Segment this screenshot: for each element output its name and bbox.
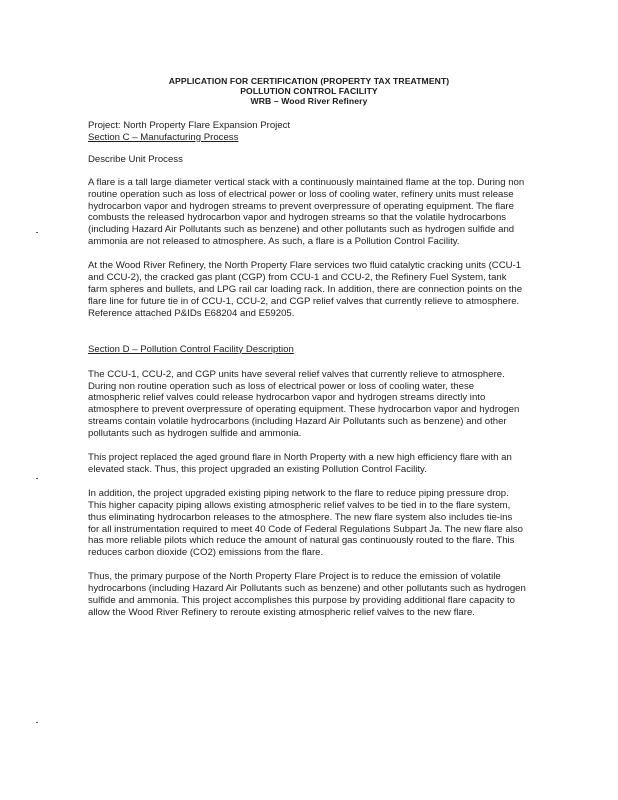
header-refinery: WRB – Wood River Refinery <box>250 96 368 106</box>
section-c-subheading: Describe Unit Process <box>88 153 183 165</box>
section-c-heading: Section C – Manufacturing Process <box>88 131 239 143</box>
section-d-paragraph: Thus, the primary purpose of the North Property Flare Project is to reduce the emission of volatile hydrocarbons (including Hazard Air Pollutants such as benzene) and other pollutants such as hydrogen sulfide and ammonia. This project accomplishes this purpose by providing additional flare capacity to allow the Wood River Refinery to reroute existing atmospheric relief valves to the new flare. <box>88 571 526 618</box>
section-c-paragraph: A flare is a tall large diameter vertical stack with a continuously maintained flame at the top. During non routine operation such as loss of electrical power or loss of cooling water, refinery units must release hydrocarbon vapor and hydrogen streams to prevent overpressure of operating equipment. The flare combusts the released hydrocarbon vapor and hydrogen streams so that the volatile hydrocarbons (including Hazard Air Pollutants such as benzene) and other pollutants such as hydrogen sulfide and ammonia are not released to atmosphere. As such, a flare is a Pollution Control Facility. <box>88 176 525 248</box>
scan-speck <box>36 722 38 723</box>
section-d-paragraph: This project replaced the aged ground flare in North Property with a new high efficiency flare with an elevated stack. Thus, this project upgraded an existing Pollution Control Facility. <box>88 452 512 475</box>
header-title: APPLICATION FOR CERTIFICATION (PROPERTY TAX TREATMENT) <box>168 76 450 86</box>
project-title: Project: North Property Flare Expansion Project <box>88 120 291 131</box>
header-subtitle: POLLUTION CONTROL FACILITY <box>240 86 378 96</box>
document-body <box>88 120 526 631</box>
section-d-paragraph: In addition, the project upgraded existing piping network to the flare to reduce piping pressure drop. This higher capacity piping allows existing atmospheric relief valves to be tied in to the flare system, thus eliminating hydrocarbon releases to the atmosphere. The new flare system also includes tie-ins for all instrumentation required to meet 40 Code of Federal Regulations Subpart Ja. The new flare also has more reliable pilots which reduce the amount of natural gas continuously routed to the flare. This reduces carbon dioxide (CO2) emissions from the flare. <box>88 487 523 559</box>
scan-speck <box>36 232 38 233</box>
document-header <box>0 76 618 106</box>
section-d-paragraph: The CCU-1, CCU-2, and CGP units have several relief valves that currently relieve to atmosphere. During non routine operation such as loss of electrical power or loss of cooling water, these atmospheric relief valves could release hydrocarbon vapor and hydrogen streams directly into atmosphere to prevent overpressure of operating equipment. These hydrocarbon vapor and hydrogen streams contain volatile hydrocarbons (including Hazard Air Pollutants such as benzene) and other pollutants such as hydrogen sulfide and ammonia. <box>88 368 520 440</box>
scan-speck <box>36 478 38 479</box>
section-d-heading: Section D – Pollution Control Facility Description <box>88 343 294 355</box>
section-c-paragraph: At the Wood River Refinery, the North Property Flare services two fluid catalytic cracking units (CCU-1 and CCU-2), the cracked gas plant (CGP) from CCU-1 and CCU-2, the Refinery Fuel System, tank farm spheres and bullets, and LPG rail car loading rack. In addition, there are connection points on the flare line for future tie in of CCU-1, CCU-2, and CGP relief valves that currently relieve to atmosphere. Reference attached P&IDs E68204 and E59205. <box>88 260 523 319</box>
